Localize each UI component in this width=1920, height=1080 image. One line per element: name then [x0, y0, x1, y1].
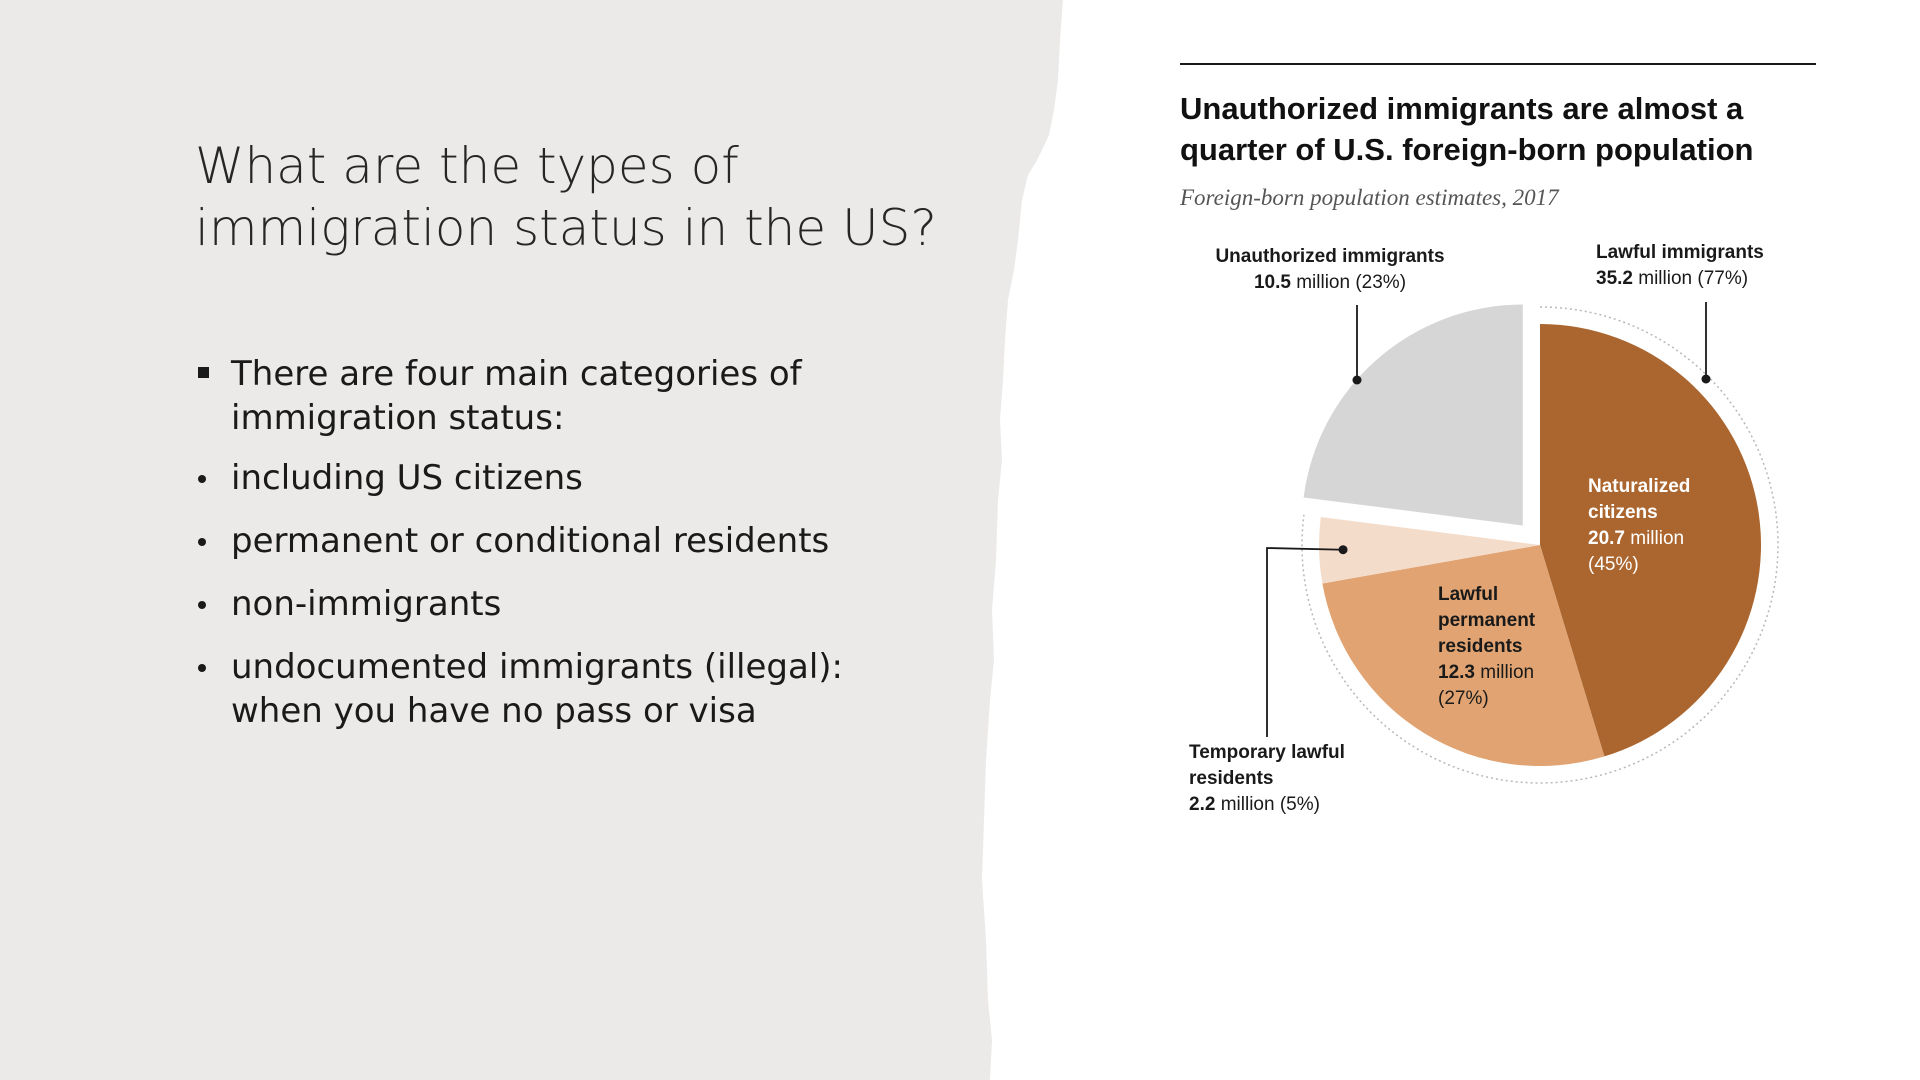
bullet-text: There are four main categories of [231, 354, 802, 394]
unauthorized-leader-line-dot [1353, 376, 1362, 385]
bullet-text: permanent or conditional residents [231, 521, 830, 561]
unauthorized-label: Unauthorized immigrants 10.5 million (23%) [1215, 246, 1445, 293]
naturalized-citizens-label: Naturalized citizens 20.7 million (45%) [1588, 476, 1691, 575]
bullet-text: including US citizens [231, 458, 583, 498]
temporary-lawful-label: Temporary lawful residents 2.2 million (5%) [1189, 742, 1345, 815]
slide-title-line: What are the types of [195, 137, 739, 195]
lawful-leader-line-dot [1702, 375, 1711, 384]
chart-subtitle: Foreign-born population estimates, 2017 [1180, 185, 1559, 210]
chart-title-line: Unauthorized immigrants are almost a [1180, 91, 1744, 126]
lawful-immigrants-label: Lawful immigrants 35.2 million (77%) [1596, 242, 1764, 289]
bullet-text: non-immigrants [231, 584, 502, 624]
temporary-leader-line-dot [1339, 545, 1348, 554]
bullet-text: undocumented immigrants (illegal): [231, 647, 843, 687]
slide-title-line: immigration status in the US? [195, 199, 937, 257]
chart-title [1180, 91, 1753, 167]
unauthorized-slice [1304, 304, 1523, 525]
bullet-text: when you have no pass or visa [231, 691, 757, 731]
lawful-permanent-label: Lawful permanent residents 12.3 million (27%) [1438, 584, 1536, 709]
bullet-text: immigration status: [231, 398, 565, 438]
chart-title-line: quarter of U.S. foreign-born population [1180, 132, 1754, 167]
